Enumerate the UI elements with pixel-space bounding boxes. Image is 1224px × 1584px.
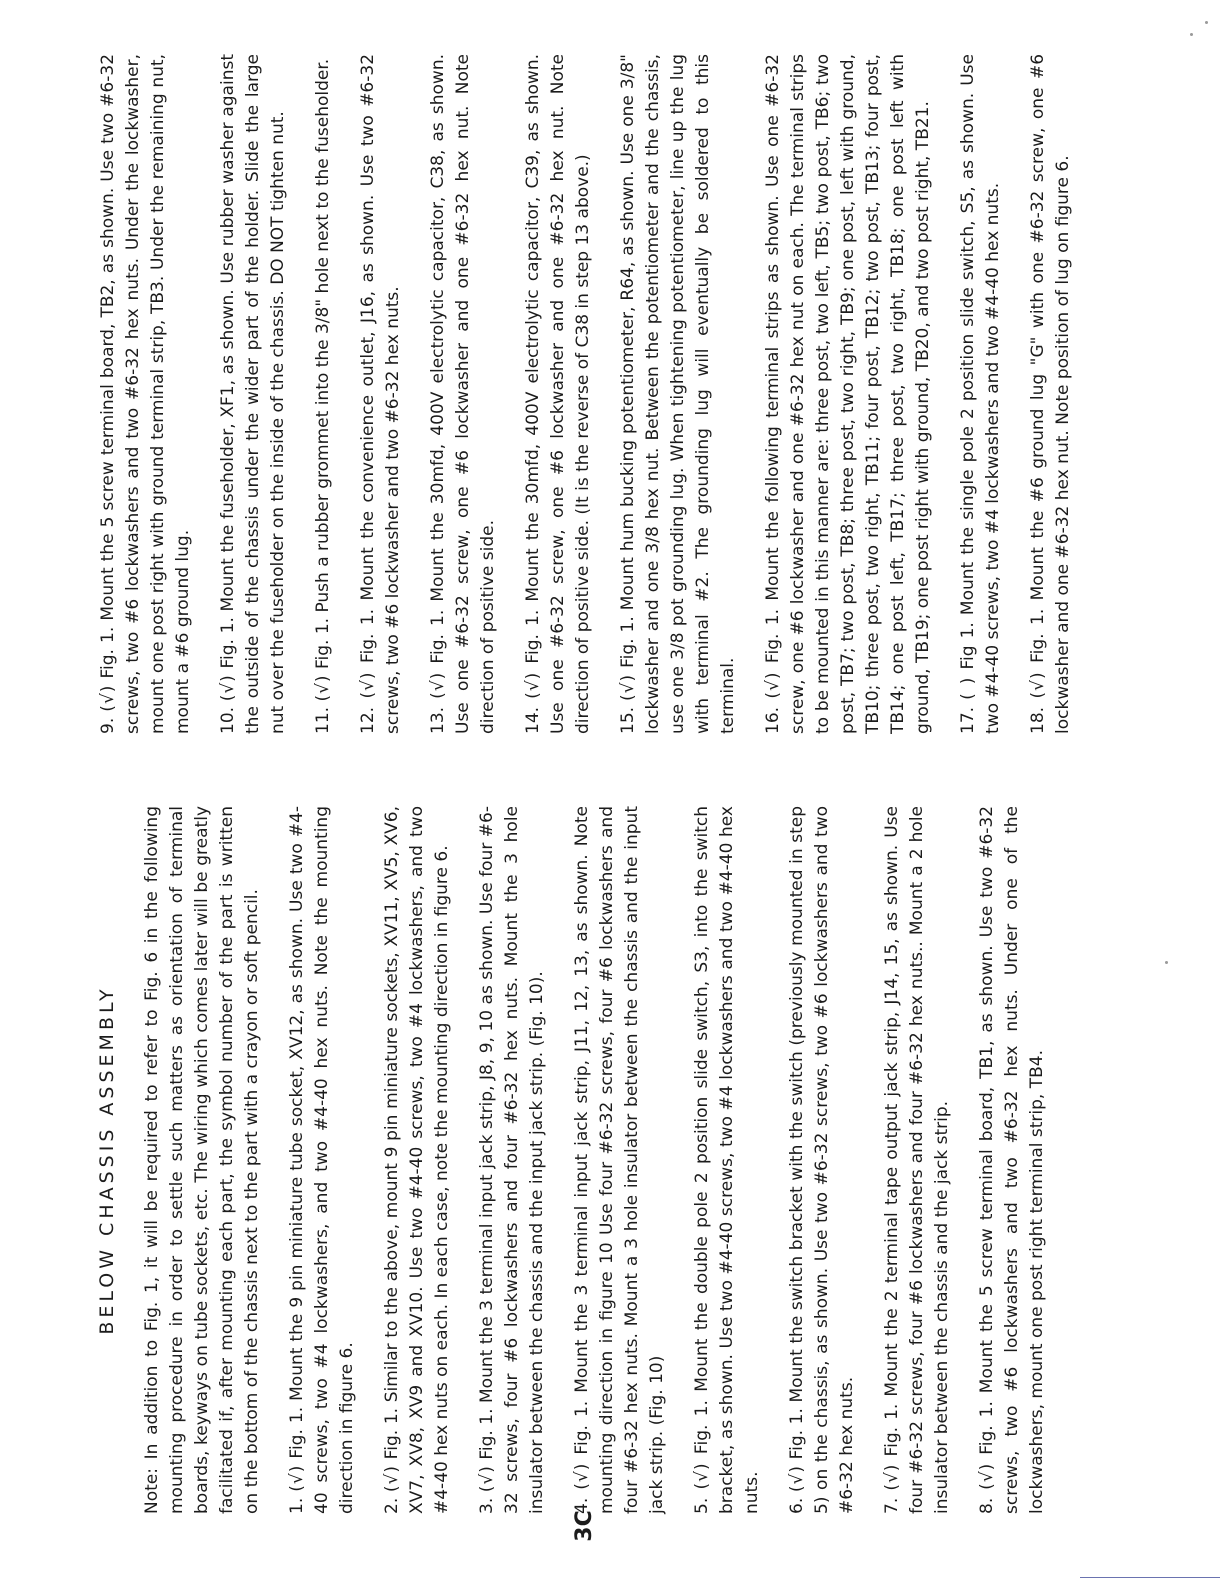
check-mark: (√) [287, 1464, 307, 1492]
check-mark: (√) [763, 671, 783, 699]
check-mark: (√) [477, 1465, 497, 1493]
step-item: 15. (√) Fig. 1. Mount hum bucking potentiometer, R64, as shown. Use one 3/8" lockwasher and one 3/8 hex nut. Between the potentiometer and the chassis, use one 3/8 pot grounding lug. When tightening potentiometer, line up the lug with terminal #2. The grounding lug will eventually be soldered to this terminal. [618, 54, 738, 734]
section-title: BELOW CHASSIS ASSEMBLY [96, 985, 118, 1335]
scan-speck [1190, 33, 1193, 36]
check-mark: (√) [1028, 671, 1048, 699]
check-mark: ( ) [958, 676, 978, 700]
step-item: 9. (√) Fig. 1. Mount the 5 screw terminal board, TB2, as shown. Use two #6-32 screws, two #6 lockwashers and two #6-32 hex nuts. Under the lockwasher, mount one post right with ground terminal strip, TB3. Under the remaining nut, mount a #6 ground lug. [98, 53, 193, 734]
check-mark: (√) [218, 674, 238, 702]
step-item: 5. (√) Fig. 1. Mount the double pole 2 position slide switch, S3, into the switch bracket, as shown. Use two #4-40 screws, two #4 lockwashers and two #4-40 hex nuts. [692, 806, 762, 1514]
right-column [96, 54, 1096, 734]
step-item: 18. (√) Fig. 1. Mount the #6 ground lug "G" with one #6-32 screw, one #6 lockwasher and one #6-32 hex nut. Note position of lug on figure 6. [1028, 53, 1073, 734]
step-item: 1. (√) Fig. 1. Mount the 9 pin miniature tube socket, XV12, as shown. Use two #4-40 screws, two #4 lockwashers, and two #4-40 hex nuts. Note the mounting direction in figure 6. [287, 805, 357, 1514]
step-item: 11. (√) Fig. 1. Push a rubber grommet into the 3/8" hole next to the fuseholder. [313, 58, 333, 734]
scan-speck [1165, 961, 1168, 964]
check-mark: (√) [618, 673, 638, 701]
page-number: 3C [572, 1510, 597, 1542]
step-item: 8. (√) Fig. 1. Mount the 5 screw terminal board, TB1, as shown. Use two #6-32 screws, two #6 lockwashers and two #6-32 hex nuts. Under one of the lockwashers, mount one post right terminal strip, TB4. [977, 805, 1047, 1514]
step-item: 14. (√) Fig. 1. Mount the 30mfd, 400V electrolytic capacitor, C39, as shown. Use one #6-32 screw, one #6 lockwasher and one #6-32 hex nut. Note direction of positive side. (It is the reverse of C38 in step 13 above.) [523, 53, 593, 734]
check-mark: (√) [523, 671, 543, 699]
check-mark: (√) [787, 1465, 807, 1493]
check-mark: (√) [428, 671, 448, 699]
note-paragraph: Note: In addition to Fig. 1, it will be required to refer to Fig. 6 in the following mounting procedure in order to settle such matters as orientation of terminal boards, keyways on tube sockets, etc. The wiring which comes later will be greatly facilitated if, after mounting each part, the symbol number of the part is written on the bottom of the chassis next to the part with a crayon or soft pencil. [142, 806, 262, 1514]
check-mark: (√) [977, 1462, 997, 1490]
check-mark: (√) [882, 1463, 902, 1491]
step-item: 12. (√) Fig. 1. Mount the convenience outlet, J16, as shown. Use two #6-32 screws, two #6 lockwasher and two #6-32 hex nuts. [358, 53, 403, 734]
check-mark: (√) [358, 671, 378, 699]
check-mark: (√) [98, 684, 118, 712]
check-mark: (√) [692, 1462, 712, 1490]
left-column [96, 806, 1070, 1514]
step-item: 2. (√) Fig. 1. Similar to the above, mount 9 pin miniature sockets, XV11, XV5, XV6, XV7, XV8, XV9 and XV10. Use two #4-40 screws, two #4 lockwashers, and two #4-40 hex nuts on each. In each case, note the mounting direction in figure 6. [382, 806, 452, 1514]
margin-rule [1080, 1577, 1220, 1578]
scan-speck [1205, 21, 1208, 24]
check-mark: (√) [313, 674, 333, 702]
step-item: 6. (√) Fig. 1. Mount the switch bracket with the switch (previously mounted in step 5) on the chassis, as shown. Use two #6-32 screws, two #6 lockwashers and two #6-32 hex nuts. [787, 805, 857, 1514]
step-item: 10. (√) Fig. 1. Mount the fuseholder, XF1, as shown. Use rubber washer against the outside of the chassis under the wider part of the holder. Slide the large nut over the fuseholder on the inside of the chassis. DO NOT tighten nut. [218, 54, 288, 734]
step-item: 13. (√) Fig. 1. Mount the 30mfd, 400V electrolytic capacitor, C38, as shown. Use one #6-32 screw, one #6 lockwasher and one #6-32 hex nut. Note direction of positive side. [428, 53, 498, 734]
step-item: 16. (√) Fig. 1. Mount the following terminal strips as shown. Use one #6-32 screw, one #6 lockwasher and one #6-32 hex nut on each. The terminal strips to be mounted in this manner are: three post, two left, TB5; two post, TB6; two post, TB7; two post, TB8; three post, two right, TB9; one post, left with ground, TB10; three post, two right, TB11; four post, TB12; two post, TB13; four post, TB14; one post left, TB17; three post, two right, TB18; one post left with ground, TB19; one post right with ground, TB20, and two post right, TB21. [763, 54, 933, 734]
step-item: 7. (√) Fig. 1. Mount the 2 terminal tape output jack strip, J14, 15, as shown. Use four #6-32 screws, four #6 lockwashers and four #6-32 hex nuts.. Mount a 2 hole insulator between the chassis and the jack strip. [882, 805, 952, 1514]
check-mark: (√) [382, 1464, 402, 1493]
step-item: 3. (√) Fig. 1. Mount the 3 terminal input jack strip, J8, 9, 10 as shown. Use four #6-32 screws, four #6 lockwashers and four #6-32 hex nuts. Mount the 3 hole insulator between the chassis and the input jack strip. (Fig. 10). [477, 805, 547, 1514]
step-item: 4. (√) Fig. 1. Mount the 3 terminal input jack strip, J11, 12, 13, as shown. Note mounting direction in figure 10 Use four #6-32 screws, four #6 lockwashers and four #6-32 hex nuts. Mount a 3 hole insulator between the chassis and the input jack strip. (Fig. 10) [572, 806, 667, 1514]
step-item: 17. ( ) Fig 1. Mount the single pole 2 position slide switch, S5, as shown. Use two #4-40 screws, two #4 lockwashers and two #4-40 hex nuts. [958, 54, 1003, 734]
check-mark: (√) [572, 1462, 592, 1490]
